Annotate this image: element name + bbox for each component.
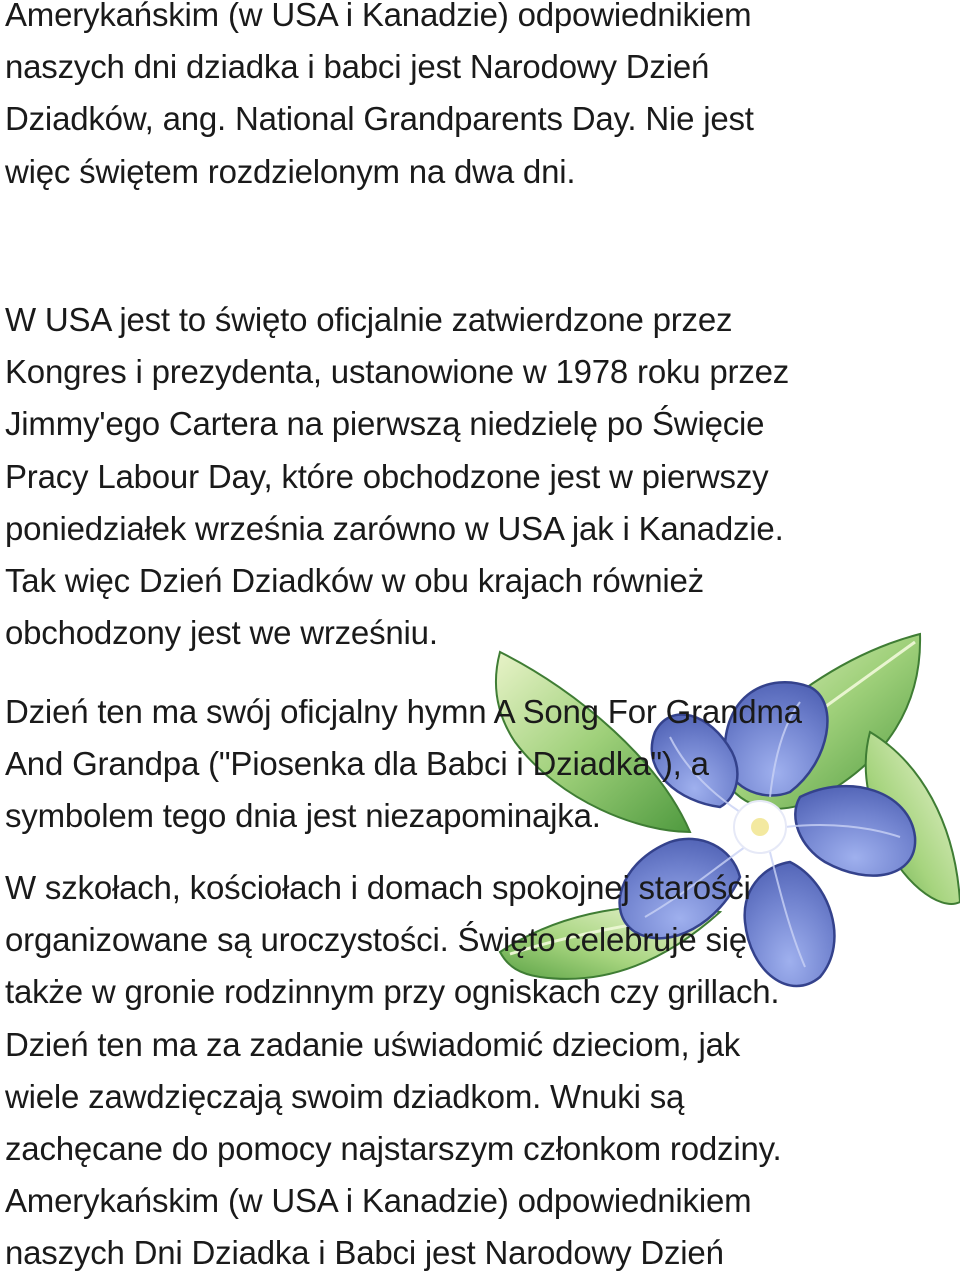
paragraph-celebrations: W szkołach, kościołach i domach spokojnej starości organizowane są uroczystości. Święto celebruje się także w gronie rodzinnym przy ogniskach czy grillach. Dzień ten ma za zadanie uświadomić dzieciom, jak wiele zawdzięczają swoim dziadkom. Wnuki są zachęcane do pomocy najstarszym członkom rodziny. Amerykańskim (w USA i Kanadzie) odpowiednikiem naszych Dni Dziadka i Babci jest Narodowy Dzień	[5, 869, 782, 1272]
paragraph-intro: Amerykańskim (w USA i Kanadzie) odpowiednikiem naszych dni dziadka i babci jest Narodowy Dzień Dziadków, ang. National Grandparents Day. Nie jest więc świętem rozdzielonym na dwa dni.	[5, 0, 754, 190]
paragraph-history: W USA jest to święto oficjalnie zatwierdzone przez Kongres i prezydenta, ustanowione w 1978 roku przez Jimmy'ego Cartera na pierwszą niedzielę po Święcie Pracy Labour Day, które obchodzone jest w pierwszy poniedziałek września zarówno w USA jak i Kanadzie. Tak więc Dzień Dziadków w obu krajach również obchodzony jest we wrześniu.	[5, 301, 790, 652]
paragraph-hymn: Dzień ten ma swój oficjalny hymn A Song For Grandma And Grandpa ("Piosenka dla Babci i Dziadka"), a symbolem tego dnia jest niezapominajka.	[5, 693, 802, 835]
